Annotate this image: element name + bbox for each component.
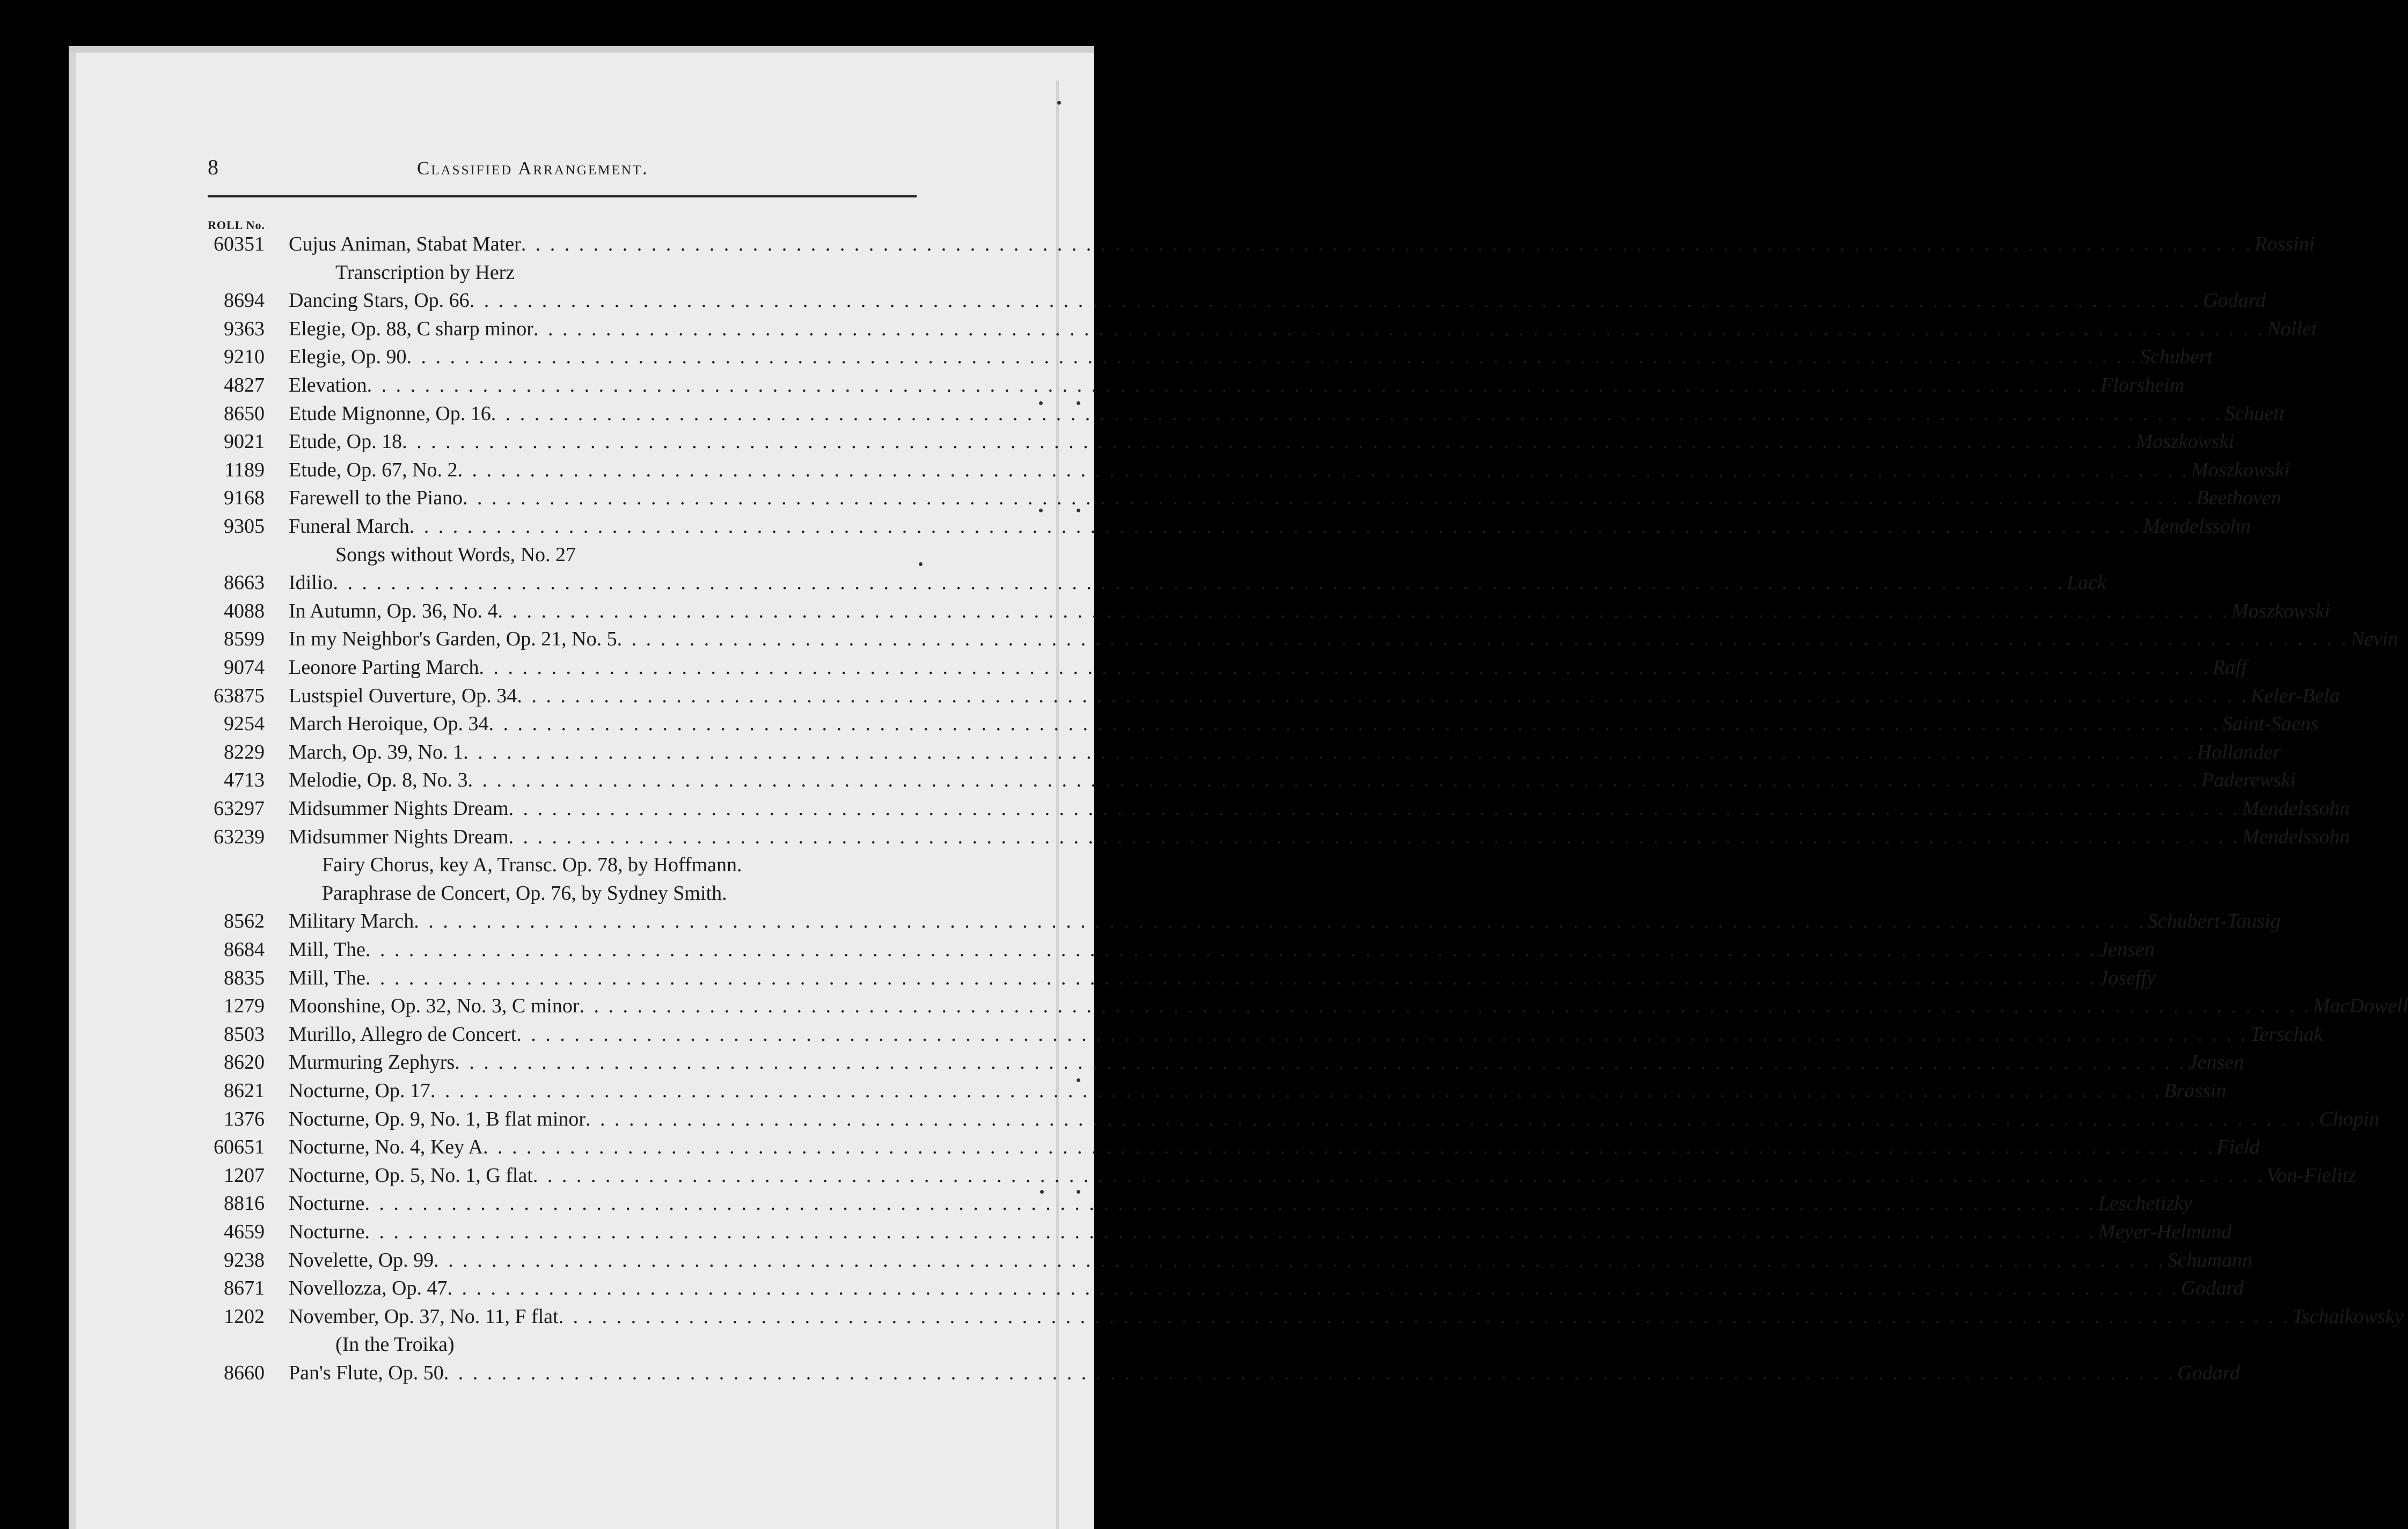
composer-name: Mendelssohn bbox=[2242, 825, 2350, 848]
piece-title: Cujus Animan, Stabat Mater bbox=[289, 233, 521, 255]
dot-leader: . . . . . . . . . . . . . . . . . . . . . . . . . . . . . . . . . . . . . . . . . . . . . . . . . . . . . . . . . . . . . . . . . . . . . . . . . . . . . . . . . . . . . . . . . . . . . . . . . . . . . . . . . . . . . . . . . . . . . . . . bbox=[579, 995, 2311, 1018]
roll-number: 8621 bbox=[224, 1079, 265, 1102]
piece-title: Nocturne, Op. 9, No. 1, B flat minor bbox=[289, 1107, 586, 1130]
composer-name: Schuett bbox=[2224, 402, 2285, 425]
piece-title: Etude, Op. 67, No. 2 bbox=[289, 458, 458, 481]
roll-number: 4713 bbox=[224, 769, 265, 792]
dot-leader: . . . . . . . . . . . . . . . . . . . . . . . . . . . . . . . . . . . . . . . . . . . . . . . . . . . . . . . . . . . . . . . . . . . . . . . . . . . . . . . . . . . . . . . . . . . . . . . . . . . . . . . . . . . . . . . . . . . . . . . . bbox=[491, 402, 2223, 425]
composer-name: Brassin bbox=[2164, 1079, 2227, 1102]
piece-title: Leonore Parting March bbox=[289, 656, 479, 679]
running-head: Classified Arrangement. bbox=[417, 158, 649, 179]
piece-title: November, Op. 37, No. 11, F flat bbox=[289, 1305, 559, 1328]
composer-name: Von-Fielitz bbox=[2266, 1164, 2356, 1187]
roll-number: 8650 bbox=[224, 402, 265, 425]
entry-note: (In the Troika) bbox=[335, 1333, 455, 1356]
composer-name: Godard bbox=[2180, 1277, 2244, 1300]
piece-title: Elegie, Op. 90 bbox=[289, 346, 407, 369]
composer-name: Schubert-Tausig bbox=[2147, 910, 2281, 933]
top-border bbox=[69, 46, 1094, 53]
piece-title: Mill, The bbox=[289, 938, 365, 961]
piece-title: Nocturne bbox=[289, 1192, 365, 1215]
dot-leader: . . . . . . . . . . . . . . . . . . . . . . . . . . . . . . . . . . . . . . . . . . . . . . . . . . . . . . . . . . . . . . . . . . . . . . . . . . . . . . . . . . . . . . . . . . . . . . . . . . . . . . . . . . . . . . . . . . . . . . . . bbox=[521, 233, 2253, 255]
roll-number: 8663 bbox=[224, 571, 265, 594]
dot-leader: . . . . . . . . . . . . . . . . . . . . . . . . . . . . . . . . . . . . . . . . . . . . . . . . . . . . . . . . . . . . . . . . . . . . . . . . . . . . . . . . . . . . . . . . . . . . . . . . . . . . . . . . . . . . . . . . . . . . . . . . bbox=[508, 825, 2241, 848]
roll-number: 8620 bbox=[224, 1051, 265, 1074]
page-header bbox=[208, 157, 917, 183]
entry-note: Songs without Words, No. 27 bbox=[335, 543, 576, 566]
roll-number: 60351 bbox=[214, 233, 265, 255]
piece-title: March, Op. 39, No. 1 bbox=[289, 740, 464, 763]
piece-title: Melodie, Op. 8, No. 3 bbox=[289, 769, 468, 792]
piece-title: Nocturne bbox=[289, 1221, 365, 1243]
dot-leader: . . . . . . . . . . . . . . . . . . . . . . . . . . . . . . . . . . . . . . . . . . . . . . . . . . . . . . . . . . . . . . . . . . . . . . . . . . . . . . . . . . . . . . . . . . . . . . . . . . . . . . . . . . . . . . . . . . . . . . . . bbox=[365, 938, 2097, 961]
composer-name: Moszkowski bbox=[2135, 430, 2235, 453]
composer-name: Tschaikowsky bbox=[2292, 1305, 2404, 1328]
dot-leader: . . . . . . . . . . . . . . . . . . . . . . . . . . . . . . . . . . . . . . . . . . . . . . . . . . . . . . . . . . . . . . . . . . . . . . . . . . . . . . . . . . . . . . . . . . . . . . . . . . . . . . . . . . . . . . . . . . . . . . . . bbox=[479, 656, 2211, 679]
roll-number: 8660 bbox=[224, 1362, 265, 1384]
roll-number: 8229 bbox=[224, 740, 265, 763]
piece-title: Lustspiel Ouverture, Op. 34 bbox=[289, 684, 517, 707]
entry-note: Fairy Chorus, key A, Transc. Op. 78, by Hoffmann. bbox=[322, 854, 742, 877]
dot-leader: . . . . . . . . . . . . . . . . . . . . . . . . . . . . . . . . . . . . . . . . . . . . . . . . . . . . . . . . . . . . . . . . . . . . . . . . . . . . . . . . . . . . . . . . . . . . . . . . . . . . . . . . . . . . . . . . . . . . . . . . bbox=[364, 1221, 2096, 1243]
roll-number: 8835 bbox=[224, 966, 265, 989]
dot-leader: . . . . . . . . . . . . . . . . . . . . . . . . . . . . . . . . . . . . . . . . . . . . . . . . . . . . . . . . . . . . . . . . . . . . . . . . . . . . . . . . . . . . . . . . . . . . . . . . . . . . . . . . . . . . . . . . . . . . . . . . bbox=[585, 1107, 2317, 1130]
dot-leader: . . . . . . . . . . . . . . . . . . . . . . . . . . . . . . . . . . . . . . . . . . . . . . . . . . . . . . . . . . . . . . . . . . . . . . . . . . . . . . . . . . . . . . . . . . . . . . . . . . . . . . . . . . . . . . . . . . . . . . . . bbox=[457, 458, 2190, 481]
roll-number: 8503 bbox=[224, 1023, 265, 1046]
entry-note: Transcription by Herz bbox=[335, 261, 515, 284]
composer-name: Schumann bbox=[2167, 1248, 2252, 1271]
roll-number: 4827 bbox=[224, 374, 265, 396]
piece-title: Etude, Op. 18 bbox=[289, 430, 402, 453]
roll-number: 9363 bbox=[224, 317, 265, 340]
left-margin-strip bbox=[69, 53, 76, 1529]
roll-number: 63875 bbox=[214, 684, 265, 707]
piece-title: Murillo, Allegro de Concert bbox=[289, 1023, 517, 1046]
dot-leader: . . . . . . . . . . . . . . . . . . . . . . . . . . . . . . . . . . . . . . . . . . . . . . . . . . . . . . . . . . . . . . . . . . . . . . . . . . . . . . . . . . . . . . . . . . . . . . . . . . . . . . . . . . . . . . . . . . . . . . . . bbox=[482, 1136, 2215, 1159]
dot-leader: . . . . . . . . . . . . . . . . . . . . . . . . . . . . . . . . . . . . . . . . . . . . . . . . . . . . . . . . . . . . . . . . . . . . . . . . . . . . . . . . . . . . . . . . . . . . . . . . . . . . . . . . . . . . . . . . . . . . . . . . bbox=[497, 599, 2229, 622]
composer-name: Field bbox=[2216, 1136, 2260, 1159]
dot-leader: . . . . . . . . . . . . . . . . . . . . . . . . . . . . . . . . . . . . . . . . . . . . . . . . . . . . . . . . . . . . . . . . . . . . . . . . . . . . . . . . . . . . . . . . . . . . . . . . . . . . . . . . . . . . . . . . . . . . . . . . bbox=[443, 1362, 2176, 1384]
roll-number: 63239 bbox=[214, 825, 265, 848]
roll-number: 8671 bbox=[224, 1277, 265, 1300]
margin-speck bbox=[919, 562, 923, 566]
piece-title: Nocturne, No. 4, Key A bbox=[289, 1136, 483, 1159]
composer-name: Joseffy bbox=[2099, 966, 2156, 989]
dot-leader: . . . . . . . . . . . . . . . . . . . . . . . . . . . . . . . . . . . . . . . . . . . . . . . . . . . . . . . . . . . . . . . . . . . . . . . . . . . . . . . . . . . . . . . . . . . . . . . . . . . . . . . . . . . . . . . . . . . . . . . . bbox=[517, 684, 2249, 707]
dot-leader: . . . . . . . . . . . . . . . . . . . . . . . . . . . . . . . . . . . . . . . . . . . . . . . . . . . . . . . . . . . . . . . . . . . . . . . . . . . . . . . . . . . . . . . . . . . . . . . . . . . . . . . . . . . . . . . . . . . . . . . . bbox=[617, 628, 2349, 651]
dot-leader: . . . . . . . . . . . . . . . . . . . . . . . . . . . . . . . . . . . . . . . . . . . . . . . . . . . . . . . . . . . . . . . . . . . . . . . . . . . . . . . . . . . . . . . . . . . . . . . . . . . . . . . . . . . . . . . . . . . . . . . . bbox=[434, 1248, 2165, 1271]
page-number: 8 bbox=[208, 155, 218, 179]
roll-number: 9305 bbox=[224, 515, 265, 538]
composer-name: Nollet bbox=[2267, 317, 2317, 340]
composer-name: Jensen bbox=[2099, 938, 2155, 961]
composer-name: Keler-Bela bbox=[2250, 684, 2340, 707]
dot-leader: . . . . . . . . . . . . . . . . . . . . . . . . . . . . . . . . . . . . . . . . . . . . . . . . . . . . . . . . . . . . . . . . . . . . . . . . . . . . . . . . . . . . . . . . . . . . . . . . . . . . . . . . . . . . . . . . . . . . . . . . bbox=[367, 374, 2099, 396]
composer-name: Nevin bbox=[2351, 628, 2398, 651]
composer-name: Schubert bbox=[2140, 346, 2213, 369]
roll-number: 9210 bbox=[224, 346, 265, 369]
composer-name: Jensen bbox=[2188, 1051, 2244, 1074]
dot-leader: . . . . . . . . . . . . . . . . . . . . . . . . . . . . . . . . . . . . . . . . . . . . . . . . . . . . . . . . . . . . . . . . . . . . . . . . . . . . . . . . . . . . . . . . . . . . . . . . . . . . . . . . . . . . . . . . . . . . . . . . bbox=[406, 346, 2139, 369]
piece-title: Elevation bbox=[289, 374, 367, 396]
composer-name: Godard bbox=[2203, 289, 2266, 312]
dot-leader: . . . . . . . . . . . . . . . . . . . . . . . . . . . . . . . . . . . . . . . . . . . . . . . . . . . . . . . . . . . . . . . . . . . . . . . . . . . . . . . . . . . . . . . . . . . . . . . . . . . . . . . . . . . . . . . . . . . . . . . . bbox=[365, 966, 2097, 989]
dot-leader: . . . . . . . . . . . . . . . . . . . . . . . . . . . . . . . . . . . . . . . . . . . . . . . . . . . . . . . . . . . . . . . . . . . . . . . . . . . . . . . . . . . . . . . . . . . . . . . . . . . . . . . . . . . . . . . . . . . . . . . . bbox=[430, 1079, 2162, 1102]
piece-title: Dancing Stars, Op. 66 bbox=[289, 289, 470, 312]
roll-number: 1376 bbox=[224, 1107, 265, 1130]
composer-name: Rossini bbox=[2255, 233, 2315, 255]
piece-title: Midsummer Nights Dream bbox=[289, 825, 509, 848]
piece-title: Funeral March bbox=[289, 515, 409, 538]
composer-name: Meyer-Helmund bbox=[2098, 1221, 2232, 1243]
composer-name: Moszkowski bbox=[2191, 458, 2290, 481]
composer-name: Terschak bbox=[2250, 1023, 2323, 1046]
roll-number: 9021 bbox=[224, 430, 265, 453]
composer-name: Leschetizky bbox=[2098, 1192, 2193, 1215]
dot-leader: . . . . . . . . . . . . . . . . . . . . . . . . . . . . . . . . . . . . . . . . . . . . . . . . . . . . . . . . . . . . . . . . . . . . . . . . . . . . . . . . . . . . . . . . . . . . . . . . . . . . . . . . . . . . . . . . . . . . . . . . bbox=[364, 1192, 2096, 1215]
dot-leader: . . . . . . . . . . . . . . . . . . . . . . . . . . . . . . . . . . . . . . . . . . . . . . . . . . . . . . . . . . . . . . . . . . . . . . . . . . . . . . . . . . . . . . . . . . . . . . . . . . . . . . . . . . . . . . . . . . . . . . . . bbox=[508, 797, 2241, 820]
composer-name: MacDowell bbox=[2313, 995, 2408, 1018]
composer-name: Mendelssohn bbox=[2242, 797, 2350, 820]
piece-title: Pan's Flute, Op. 50 bbox=[289, 1362, 444, 1384]
entry-note: Paraphrase de Concert, Op. 76, by Sydney Smith. bbox=[322, 881, 727, 905]
composer-name: Lack bbox=[2066, 571, 2106, 594]
piece-title: Etude Mignonne, Op. 16 bbox=[289, 402, 491, 425]
piece-title: Novelette, Op. 99 bbox=[289, 1248, 434, 1271]
dot-leader: . . . . . . . . . . . . . . . . . . . . . . . . . . . . . . . . . . . . . . . . . . . . . . . . . . . . . . . . . . . . . . . . . . . . . . . . . . . . . . . . . . . . . . . . . . . . . . . . . . . . . . . . . . . . . . . . . . . . . . . . bbox=[532, 1164, 2265, 1187]
margin-speck bbox=[1057, 101, 1061, 105]
roll-number: 8562 bbox=[224, 910, 265, 933]
roll-number: 9168 bbox=[224, 487, 265, 510]
piece-title: Murmuring Zephyrs bbox=[289, 1051, 455, 1074]
composer-name: Hollander bbox=[2197, 740, 2281, 763]
dot-leader: . . . . . . . . . . . . . . . . . . . . . . . . . . . . . . . . . . . . . . . . . . . . . . . . . . . . . . . . . . . . . . . . . . . . . . . . . . . . . . . . . . . . . . . . . . . . . . . . . . . . . . . . . . . . . . . . . . . . . . . . bbox=[467, 769, 2200, 792]
piece-title: Midsummer Nights Dream bbox=[289, 797, 509, 820]
dot-leader: . . . . . . . . . . . . . . . . . . . . . . . . . . . . . . . . . . . . . . . . . . . . . . . . . . . . . . . . . . . . . . . . . . . . . . . . . . . . . . . . . . . . . . . . . . . . . . . . . . . . . . . . . . . . . . . . . . . . . . . . bbox=[469, 289, 2201, 312]
dot-leader: . . . . . . . . . . . . . . . . . . . . . . . . . . . . . . . . . . . . . . . . . . . . . . . . . . . . . . . . . . . . . . . . . . . . . . . . . . . . . . . . . . . . . . . . . . . . . . . . . . . . . . . . . . . . . . . . . . . . . . . . bbox=[333, 571, 2065, 594]
composer-name: Beethoven bbox=[2196, 487, 2281, 510]
piece-title: Idilio bbox=[289, 571, 333, 594]
roll-number: 8694 bbox=[224, 289, 265, 312]
roll-number: 8816 bbox=[224, 1192, 265, 1215]
roll-number: 4088 bbox=[224, 599, 265, 622]
roll-number: 9238 bbox=[224, 1248, 265, 1271]
piece-title: Farewell to the Piano bbox=[289, 487, 463, 510]
piece-title: Mill, The bbox=[289, 966, 365, 989]
piece-title: March Heroique, Op. 34 bbox=[289, 712, 489, 736]
dot-leader: . . . . . . . . . . . . . . . . . . . . . . . . . . . . . . . . . . . . . . . . . . . . . . . . . . . . . . . . . . . . . . . . . . . . . . . . . . . . . . . . . . . . . . . . . . . . . . . . . . . . . . . . . . . . . . . . . . . . . . . . bbox=[409, 515, 2141, 538]
piece-title: Nocturne, Op. 5, No. 1, G flat bbox=[289, 1164, 533, 1187]
dot-leader: . . . . . . . . . . . . . . . . . . . . . . . . . . . . . . . . . . . . . . . . . . . . . . . . . . . . . . . . . . . . . . . . . . . . . . . . . . . . . . . . . . . . . . . . . . . . . . . . . . . . . . . . . . . . . . . . . . . . . . . . bbox=[558, 1305, 2290, 1328]
piece-title: In my Neighbor's Garden, Op. 21, No. 5 bbox=[289, 628, 617, 651]
roll-number: 1279 bbox=[224, 995, 265, 1018]
roll-number-column-header: ROLL No. bbox=[208, 218, 266, 232]
roll-number: 1189 bbox=[224, 458, 265, 481]
roll-number: 8684 bbox=[224, 938, 265, 961]
composer-name: Godard bbox=[2177, 1362, 2241, 1384]
roll-number: 1202 bbox=[224, 1305, 265, 1328]
roll-number: 9254 bbox=[224, 712, 265, 736]
composer-name: Moszkowski bbox=[2231, 599, 2330, 622]
dot-leader: . . . . . . . . . . . . . . . . . . . . . . . . . . . . . . . . . . . . . . . . . . . . . . . . . . . . . . . . . . . . . . . . . . . . . . . . . . . . . . . . . . . . . . . . . . . . . . . . . . . . . . . . . . . . . . . . . . . . . . . . bbox=[447, 1277, 2179, 1300]
composer-name: Mendelssohn bbox=[2143, 515, 2251, 538]
roll-number: 1207 bbox=[224, 1164, 265, 1187]
composer-name: Paderewski bbox=[2201, 769, 2296, 792]
dot-leader: . . . . . . . . . . . . . . . . . . . . . . . . . . . . . . . . . . . . . . . . . . . . . . . . . . . . . . . . . . . . . . . . . . . . . . . . . . . . . . . . . . . . . . . . . . . . . . . . . . . . . . . . . . . . . . . . . . . . . . . . bbox=[402, 430, 2134, 453]
piece-title: Military March bbox=[289, 910, 414, 933]
piece-title: Nocturne, Op. 17 bbox=[289, 1079, 430, 1102]
piece-title: Moonshine, Op. 32, No. 3, C minor bbox=[289, 995, 580, 1018]
dot-leader: . . . . . . . . . . . . . . . . . . . . . . . . . . . . . . . . . . . . . . . . . . . . . . . . . . . . . . . . . . . . . . . . . . . . . . . . . . . . . . . . . . . . . . . . . . . . . . . . . . . . . . . . . . . . . . . . . . . . . . . . bbox=[516, 1023, 2248, 1046]
composer-name: Chopin bbox=[2319, 1107, 2380, 1130]
dot-leader: . . . . . . . . . . . . . . . . . . . . . . . . . . . . . . . . . . . . . . . . . . . . . . . . . . . . . . . . . . . . . . . . . . . . . . . . . . . . . . . . . . . . . . . . . . . . . . . . . . . . . . . . . . . . . . . . . . . . . . . . bbox=[462, 487, 2194, 510]
piece-title: Elegie, Op. 88, C sharp minor bbox=[289, 317, 533, 340]
dot-leader: . . . . . . . . . . . . . . . . . . . . . . . . . . . . . . . . . . . . . . . . . . . . . . . . . . . . . . . . . . . . . . . . . . . . . . . . . . . . . . . . . . . . . . . . . . . . . . . . . . . . . . . . . . . . . . . . . . . . . . . . bbox=[533, 317, 2265, 340]
dot-leader: . . . . . . . . . . . . . . . . . . . . . . . . . . . . . . . . . . . . . . . . . . . . . . . . . . . . . . . . . . . . . . . . . . . . . . . . . . . . . . . . . . . . . . . . . . . . . . . . . . . . . . . . . . . . . . . . . . . . . . . . bbox=[463, 740, 2195, 763]
roll-number: 4659 bbox=[224, 1221, 265, 1243]
roll-number: 8599 bbox=[224, 628, 265, 651]
dot-leader: . . . . . . . . . . . . . . . . . . . . . . . . . . . . . . . . . . . . . . . . . . . . . . . . . . . . . . . . . . . . . . . . . . . . . . . . . . . . . . . . . . . . . . . . . . . . . . . . . . . . . . . . . . . . . . . . . . . . . . . . bbox=[414, 910, 2146, 933]
roll-number: 63297 bbox=[214, 797, 265, 820]
composer-name: Saint-Saens bbox=[2222, 712, 2319, 736]
dot-leader: . . . . . . . . . . . . . . . . . . . . . . . . . . . . . . . . . . . . . . . . . . . . . . . . . . . . . . . . . . . . . . . . . . . . . . . . . . . . . . . . . . . . . . . . . . . . . . . . . . . . . . . . . . . . . . . . . . . . . . . . bbox=[488, 712, 2221, 736]
roll-number: 9074 bbox=[224, 656, 265, 679]
roll-number: 60651 bbox=[214, 1136, 265, 1159]
dot-leader: . . . . . . . . . . . . . . . . . . . . . . . . . . . . . . . . . . . . . . . . . . . . . . . . . . . . . . . . . . . . . . . . . . . . . . . . . . . . . . . . . . . . . . . . . . . . . . . . . . . . . . . . . . . . . . . . . . . . . . . . bbox=[455, 1051, 2186, 1074]
piece-title: In Autumn, Op. 36, No. 4 bbox=[289, 599, 498, 622]
piece-title: Novellozza, Op. 47 bbox=[289, 1277, 448, 1300]
composer-name: Florsheim bbox=[2100, 374, 2185, 396]
header-rule bbox=[208, 195, 917, 197]
composer-name: Raff bbox=[2213, 656, 2247, 679]
